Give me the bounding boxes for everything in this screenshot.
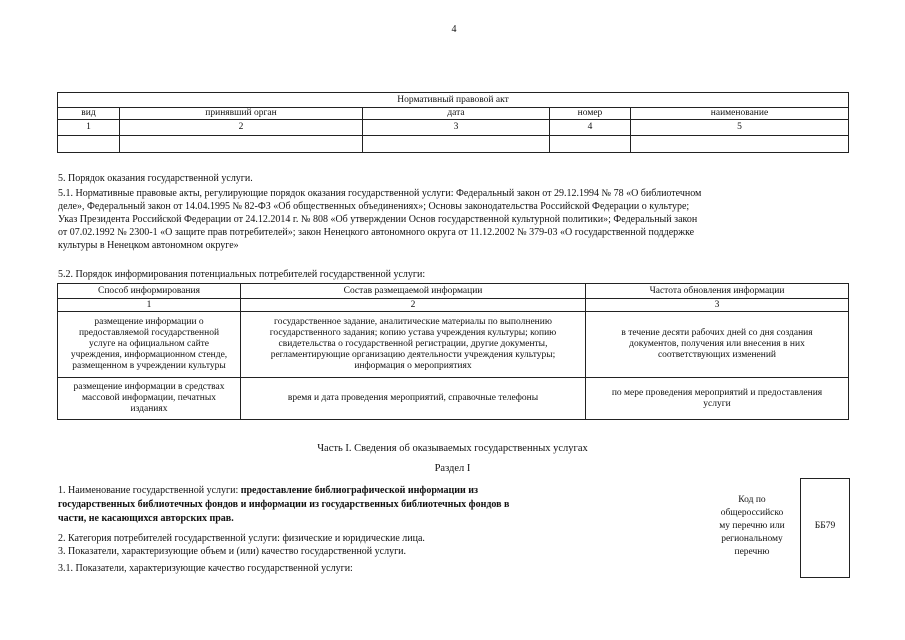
info-header-frequency: Частота обновления информации [586, 284, 849, 299]
acts-num-cell: 4 [550, 120, 631, 136]
section5-1-paragraph [58, 187, 838, 252]
info-header-method: Способ информирования [58, 284, 241, 299]
p51-line: деле», Федеральный закон от 14.04.1995 № 82-ФЗ «Об общественных объединениях»; Основы законодательства Российской Федерации о культуре; [58, 201, 690, 212]
indicators-heading: 3. Показатели, характеризующие объем и (или) качество государственной услуги. [58, 546, 407, 557]
acts-empty-cell [631, 136, 849, 153]
service-name-bold: предоставление библиографической информации из [240, 485, 479, 496]
cell-line: государственного задания; копию устава учреждения культуры; копию [269, 328, 557, 338]
cell-line: размещение информации о [94, 317, 204, 327]
section-title: Раздел I [434, 463, 471, 474]
quality-indicators-heading: 3.1. Показатели, характеризующие качество государственной услуги: [58, 563, 353, 574]
table-row [58, 312, 849, 378]
p51-line: Указ Президента Российской Федерации от 24.12.2014 г. № 808 «Об утверждении Основ государственной культурной политики»; Федеральный закон [58, 214, 698, 225]
normative-acts-table [57, 92, 849, 153]
cell-line: соответствующих изменений [657, 350, 777, 360]
acts-empty-cell [550, 136, 631, 153]
acts-header-kind: вид [58, 108, 120, 120]
p51-line: от 07.02.1992 № 2300-1 «О защите прав потребителей»; закон Ненецкого автономного округа от 11.12.2002 № 379-03 «О государственной поддержке [58, 227, 695, 238]
code-label [712, 494, 792, 559]
informing-table [57, 283, 849, 420]
cell-line: по мере проведения мероприятий и предоставления [611, 387, 823, 398]
part-title: Часть I. Сведения об оказываемых государственных услугах [317, 443, 588, 454]
section5-2-paragraph: 5.2. Порядок информирования потенциальных потребителей государственной услуги: [58, 269, 426, 280]
info-num-cell: 2 [241, 299, 586, 312]
cell-line: изданиях [130, 404, 168, 414]
acts-empty-cell [363, 136, 550, 153]
cell-line: регламентирующие организацию деятельности учреждения культуры; [270, 350, 556, 360]
info-content-cell [241, 378, 586, 420]
info-method-cell [58, 312, 241, 378]
service-name-bold: части, не касающихся авторских прав. [58, 513, 234, 524]
acts-empty-cell [58, 136, 120, 153]
cell-line: информация о мероприятиях [354, 361, 472, 371]
info-num-cell: 3 [586, 299, 849, 312]
service-name-paragraph [58, 484, 618, 526]
acts-empty-cell [120, 136, 363, 153]
cell-line: массовой информации, печатных [81, 393, 216, 403]
acts-header-number: номер [550, 108, 631, 120]
info-header-content: Состав размещаемой информации [241, 284, 586, 299]
info-method-cell [58, 378, 241, 420]
cell-line: в течение десяти рабочих дней со дня создания [621, 328, 813, 338]
cell-line: услуге на официальном сайте [88, 339, 210, 349]
code-label-line: Код по [738, 495, 766, 505]
table-row [58, 378, 849, 420]
acts-num-cell: 1 [58, 120, 120, 136]
service-name-prefix: 1. Наименование государственной услуги: [58, 485, 239, 496]
p51-line: 5.1. Нормативные правовые акты, регулирующие порядок оказания государственной услуги: Федеральный закон от 29.12.1994 № 78 «О библиотечном [58, 188, 702, 199]
info-num-cell: 1 [58, 299, 241, 312]
acts-num-cell: 5 [631, 120, 849, 136]
code-label-line: региональному [721, 534, 783, 544]
cell-line: предоставляемой государственной [78, 328, 220, 338]
service-name-bold: государственных библиотечных фондов и информации из государственных библиотечных фондов в [58, 499, 510, 510]
cell-line: размещенном в учреждении культуры [72, 361, 226, 371]
cell-line: время и дата проведения мероприятий, справочные телефоны [287, 393, 539, 403]
acts-header-date: дата [363, 108, 550, 120]
cell-line: свидетельства о государственной регистрации, другие документы, [278, 339, 548, 349]
cell-line: размещение информации в средствах [73, 382, 225, 392]
acts-header-body: принявший орган [120, 108, 363, 120]
cell-line: услуги [703, 398, 731, 409]
section5-heading: 5. Порядок оказания государственной услуги. [58, 173, 253, 184]
code-label-line: перечню [734, 547, 770, 557]
code-box [800, 478, 850, 578]
info-frequency-cell [586, 378, 849, 420]
acts-header-name: наименование [631, 108, 849, 120]
service-name-line-1 [58, 484, 618, 498]
page-number: 4 [451, 24, 457, 35]
code-label-line: общероссийско [720, 508, 784, 518]
cell-line: учреждения, информационном стенде, [70, 350, 228, 360]
consumer-category: 2. Категория потребителей государственной услуги: физические и юридические лица. [58, 533, 425, 544]
info-frequency-cell [586, 312, 849, 378]
p51-line: культуры в Ненецком автономном округе» [58, 240, 239, 251]
acts-table-title: Нормативный правовой акт [58, 93, 849, 108]
cell-line: документов, получения или внесения в них [629, 339, 805, 349]
code-value: ББ79 [814, 521, 836, 531]
acts-num-cell: 3 [363, 120, 550, 136]
cell-line: государственное задание, аналитические материалы по выполнению [274, 317, 552, 327]
info-content-cell [241, 312, 586, 378]
code-label-line: му перечню или [719, 521, 785, 531]
acts-num-cell: 2 [120, 120, 363, 136]
